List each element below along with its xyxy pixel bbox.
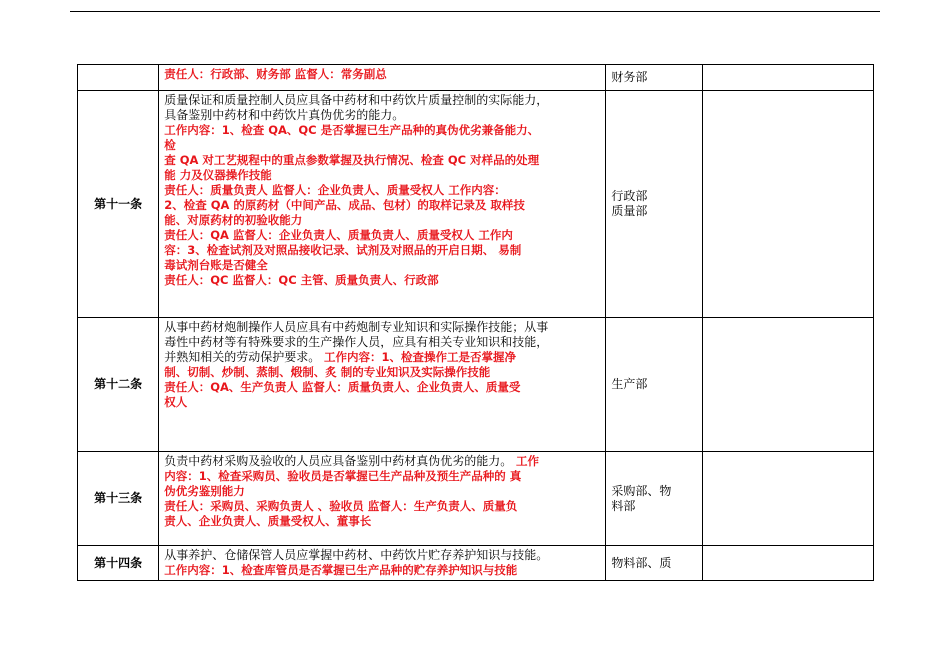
content-line: 责任人：QC 监督人：QC 主管、质量负责人、行政部 xyxy=(164,273,439,287)
content-line: 从事养护、仓储保管人员应掌握中药材、中药饮片贮存养护知识与技能。 xyxy=(164,548,549,562)
remarks-cell xyxy=(702,546,873,581)
content-line: 容：3、检查试剂及对照品接收记录、试剂及对照品的开启日期、 易制 xyxy=(164,243,522,257)
content-text-highlight: 工作 xyxy=(516,454,540,468)
content-line: 毒试剂台账是否健全 xyxy=(164,258,268,272)
article-number: 第十四条 xyxy=(78,546,159,581)
department-name: 财务部 xyxy=(611,70,648,84)
responsible-department xyxy=(606,452,702,546)
content-line xyxy=(164,350,600,365)
content-line: 查 QA 对工艺规程中的重点参数掌握及执行情况、检查 QC 对样品的处理 xyxy=(164,153,540,167)
content-line: 检 xyxy=(164,138,176,152)
department-name: 料部 xyxy=(611,498,636,513)
article-number xyxy=(78,65,159,91)
table-row xyxy=(78,91,874,318)
content-line: 质量保证和质量控制人员应具备中药材和中药饮片质量控制的实际能力， xyxy=(164,93,549,107)
content-line: 能 力及仪器操作技能 xyxy=(164,168,272,182)
content-text: 负责中药材采购及验收的人员应具备鉴别中药材真伪优劣的能力。 xyxy=(164,454,517,468)
table-row xyxy=(78,65,874,91)
content-line: 内容：1、检查采购员、验收员是否掌握已生产品种及预生产品种的 真 xyxy=(164,469,522,483)
department-name: 质量部 xyxy=(611,204,648,218)
table-row xyxy=(78,452,874,546)
article-content xyxy=(159,546,606,581)
content-line: 从事中药材炮制操作人员应具有中药炮制专业知识和实际操作技能；从事 xyxy=(164,320,549,334)
remarks-cell xyxy=(702,65,873,91)
table-row xyxy=(78,318,874,452)
department-name: 采购部、物 xyxy=(611,483,672,498)
remarks-cell xyxy=(702,318,873,452)
article-content xyxy=(159,91,606,318)
responsible-department xyxy=(606,65,702,91)
content-line: 权人 xyxy=(164,395,188,409)
header-rule xyxy=(70,11,880,12)
department-name: 物料部、质 xyxy=(611,555,672,570)
responsible-department xyxy=(606,91,702,318)
content-line xyxy=(164,454,600,469)
content-line: 具备鉴别中药材和中药饮片真伪优劣的能力。 xyxy=(164,108,405,122)
department-name: 行政部 xyxy=(611,189,648,203)
content-line: 责任人：QA 监督人：企业负责人、质量负责人、质量受权人 工作内 xyxy=(164,228,513,242)
article-content xyxy=(159,65,606,91)
article-content xyxy=(159,318,606,452)
content-line: 2、检查 QA 的原药材（中间产品、成品、包材）的取样记录及 取样技 xyxy=(164,198,525,212)
remarks-cell xyxy=(702,91,873,318)
article-content xyxy=(159,452,606,546)
content-line: 责任人：行政部、财务部 监督人：常务副总 xyxy=(164,67,387,81)
content-line: 毒性中药材等有特殊要求的生产操作人员，应具有相关专业知识和技能， xyxy=(164,335,549,349)
content-line: 责任人：采购员、采购负责人 、验收员 监督人：生产负责人、质量负 xyxy=(164,499,518,513)
regulation-table xyxy=(77,64,874,581)
article-number: 第十一条 xyxy=(78,91,159,318)
content-line: 责任人：质量负责人 监督人：企业负责人、质量受权人 工作内容： xyxy=(164,183,506,197)
content-line: 责任人：QA、生产负责人 监督人：质量负责人、企业负责人、质量受 xyxy=(164,380,521,394)
remarks-cell xyxy=(702,452,873,546)
article-number: 第十二条 xyxy=(78,318,159,452)
content-line: 能、对原药材的初验收能力 xyxy=(164,213,303,227)
article-number: 第十三条 xyxy=(78,452,159,546)
content-line: 工作内容：1、检查 QA、QC 是否掌握已生产品种的真伪优劣兼备能力、 xyxy=(164,123,540,137)
responsible-department xyxy=(606,318,702,452)
content-line: 工作内容：1、检查库管员是否掌握已生产品种的贮存养护知识与技能 xyxy=(164,563,518,577)
department-name: 生产部 xyxy=(611,377,648,391)
content-text: 并熟知相关的劳动保护要求。 xyxy=(164,350,325,364)
content-text-highlight: 工作内容：1、检查操作工是否掌握净 xyxy=(324,350,517,364)
content-line: 责人、企业负责人、质量受权人、董事长 xyxy=(164,514,372,528)
table-row xyxy=(78,546,874,581)
content-line: 伪优劣鉴别能力 xyxy=(164,484,245,498)
content-line: 制、切制、炒制、蒸制、煅制、炙 制的专业知识及实际操作技能 xyxy=(164,365,491,379)
responsible-department xyxy=(606,546,702,581)
